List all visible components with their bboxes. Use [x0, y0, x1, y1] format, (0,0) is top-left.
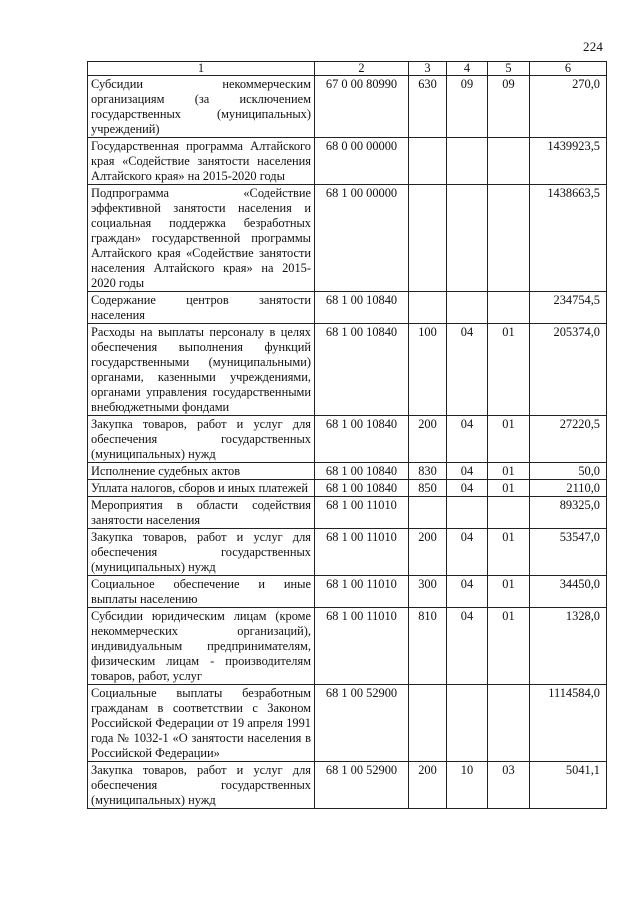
page-number: 224 — [583, 39, 604, 54]
row-vr-cell — [409, 292, 447, 324]
row-pr-cell — [488, 685, 530, 762]
row-code-cell: 68 1 00 10840 — [315, 463, 409, 480]
table-row — [88, 480, 607, 497]
row-rz-cell — [447, 497, 488, 529]
row-name-cell: Закупка товаров, работ и услуг для обеспечения государственных (муниципальных) нужд — [88, 416, 315, 463]
table-row — [88, 416, 607, 463]
row-vr-cell: 200 — [409, 416, 447, 463]
row-name-cell: Подпрограмма «Содействие эффективной занятости населения и социальная поддержка безработных граждан» государственной программы Алтайского края «Содействие занятости населения Алтайского края» на 2015-2020 годы — [88, 185, 315, 292]
row-code-cell: 68 1 00 10840 — [315, 324, 409, 416]
row-sum-cell: 50,0 — [530, 463, 607, 480]
row-sum-cell: 5041,1 — [530, 762, 607, 809]
row-rz-cell — [447, 292, 488, 324]
column-header-2: 2 — [315, 62, 409, 76]
row-vr-cell: 850 — [409, 480, 447, 497]
table-row — [88, 76, 607, 138]
row-pr-cell: 01 — [488, 608, 530, 685]
table-row — [88, 324, 607, 416]
row-rz-cell: 04 — [447, 324, 488, 416]
row-pr-cell — [488, 185, 530, 292]
row-vr-cell: 810 — [409, 608, 447, 685]
row-name-cell: Мероприятия в области содействия занятости населения — [88, 497, 315, 529]
row-code-cell: 68 1 00 11010 — [315, 529, 409, 576]
row-pr-cell: 01 — [488, 529, 530, 576]
row-rz-cell — [447, 685, 488, 762]
row-name-cell: Уплата налогов, сборов и иных платежей — [88, 480, 315, 497]
row-rz-cell: 04 — [447, 463, 488, 480]
row-code-cell: 68 0 00 00000 — [315, 138, 409, 185]
table-row — [88, 762, 607, 809]
row-code-cell: 68 1 00 10840 — [315, 292, 409, 324]
row-pr-cell — [488, 497, 530, 529]
row-pr-cell: 03 — [488, 762, 530, 809]
row-rz-cell: 04 — [447, 480, 488, 497]
row-rz-cell: 04 — [447, 576, 488, 608]
table-row — [88, 529, 607, 576]
row-vr-cell — [409, 138, 447, 185]
row-sum-cell: 53547,0 — [530, 529, 607, 576]
row-pr-cell: 01 — [488, 480, 530, 497]
row-code-cell: 68 1 00 11010 — [315, 576, 409, 608]
row-name-cell: Социальные выплаты безработным гражданам в соответствии с Законом Российской Федерации от 19 апреля 1991 года № 1032-1 «О занятости населения в Российской Федерации» — [88, 685, 315, 762]
table-row — [88, 463, 607, 480]
row-name-cell: Социальное обеспечение и иные выплаты населению — [88, 576, 315, 608]
row-code-cell: 68 1 00 00000 — [315, 185, 409, 292]
row-sum-cell: 27220,5 — [530, 416, 607, 463]
row-sum-cell: 89325,0 — [530, 497, 607, 529]
column-header-4: 4 — [447, 62, 488, 76]
column-header-1: 1 — [88, 62, 315, 76]
row-pr-cell — [488, 138, 530, 185]
row-code-cell: 68 1 00 10840 — [315, 416, 409, 463]
row-vr-cell: 830 — [409, 463, 447, 480]
row-sum-cell: 34450,0 — [530, 576, 607, 608]
table-row — [88, 685, 607, 762]
row-pr-cell: 01 — [488, 576, 530, 608]
budget-table — [87, 61, 607, 809]
row-code-cell: 68 1 00 11010 — [315, 608, 409, 685]
row-sum-cell: 1114584,0 — [530, 685, 607, 762]
row-rz-cell: 04 — [447, 608, 488, 685]
table-row — [88, 497, 607, 529]
row-name-cell: Закупка товаров, работ и услуг для обеспечения государственных (муниципальных) нужд — [88, 529, 315, 576]
table-row — [88, 608, 607, 685]
row-pr-cell: 01 — [488, 416, 530, 463]
row-code-cell: 68 1 00 52900 — [315, 762, 409, 809]
row-pr-cell — [488, 292, 530, 324]
row-code-cell: 67 0 00 80990 — [315, 76, 409, 138]
header-row — [88, 62, 607, 76]
row-sum-cell: 1438663,5 — [530, 185, 607, 292]
row-sum-cell: 1328,0 — [530, 608, 607, 685]
row-code-cell: 68 1 00 10840 — [315, 480, 409, 497]
row-name-cell: Исполнение судебных актов — [88, 463, 315, 480]
row-name-cell: Закупка товаров, работ и услуг для обеспечения государственных (муниципальных) нужд — [88, 762, 315, 809]
row-code-cell: 68 1 00 11010 — [315, 497, 409, 529]
row-rz-cell — [447, 185, 488, 292]
table-body — [88, 76, 607, 809]
row-vr-cell — [409, 685, 447, 762]
row-vr-cell: 200 — [409, 762, 447, 809]
row-name-cell: Субсидии некоммерческим организациям (за исключением государственных (муниципальных) учреждений) — [88, 76, 315, 138]
row-sum-cell: 234754,5 — [530, 292, 607, 324]
row-pr-cell: 09 — [488, 76, 530, 138]
column-header-3: 3 — [409, 62, 447, 76]
column-header-6: 6 — [530, 62, 607, 76]
row-vr-cell: 300 — [409, 576, 447, 608]
row-vr-cell — [409, 497, 447, 529]
table-row — [88, 138, 607, 185]
row-name-cell: Субсидии юридическим лицам (кроме некоммерческих организаций), индивидуальным предпринимателям, физическим лицам - производителям товаров, работ, услуг — [88, 608, 315, 685]
row-vr-cell: 100 — [409, 324, 447, 416]
row-name-cell: Содержание центров занятости населения — [88, 292, 315, 324]
row-sum-cell: 270,0 — [530, 76, 607, 138]
row-rz-cell: 04 — [447, 529, 488, 576]
column-header-5: 5 — [488, 62, 530, 76]
row-pr-cell: 01 — [488, 324, 530, 416]
table-row — [88, 576, 607, 608]
row-code-cell: 68 1 00 52900 — [315, 685, 409, 762]
row-rz-cell: 10 — [447, 762, 488, 809]
row-rz-cell — [447, 138, 488, 185]
row-rz-cell: 04 — [447, 416, 488, 463]
row-sum-cell: 2110,0 — [530, 480, 607, 497]
row-vr-cell: 200 — [409, 529, 447, 576]
row-vr-cell: 630 — [409, 76, 447, 138]
row-name-cell: Государственная программа Алтайского края «Содействие занятости населения Алтайского края» на 2015-2020 годы — [88, 138, 315, 185]
row-pr-cell: 01 — [488, 463, 530, 480]
row-sum-cell: 1439923,5 — [530, 138, 607, 185]
row-name-cell: Расходы на выплаты персоналу в целях обеспечения выполнения функций государственными (муниципальными) органами, казенными учреждениями, органами управления государственными внебюджетными фондами — [88, 324, 315, 416]
table-row — [88, 185, 607, 292]
table-row — [88, 292, 607, 324]
row-sum-cell: 205374,0 — [530, 324, 607, 416]
row-vr-cell — [409, 185, 447, 292]
row-rz-cell: 09 — [447, 76, 488, 138]
